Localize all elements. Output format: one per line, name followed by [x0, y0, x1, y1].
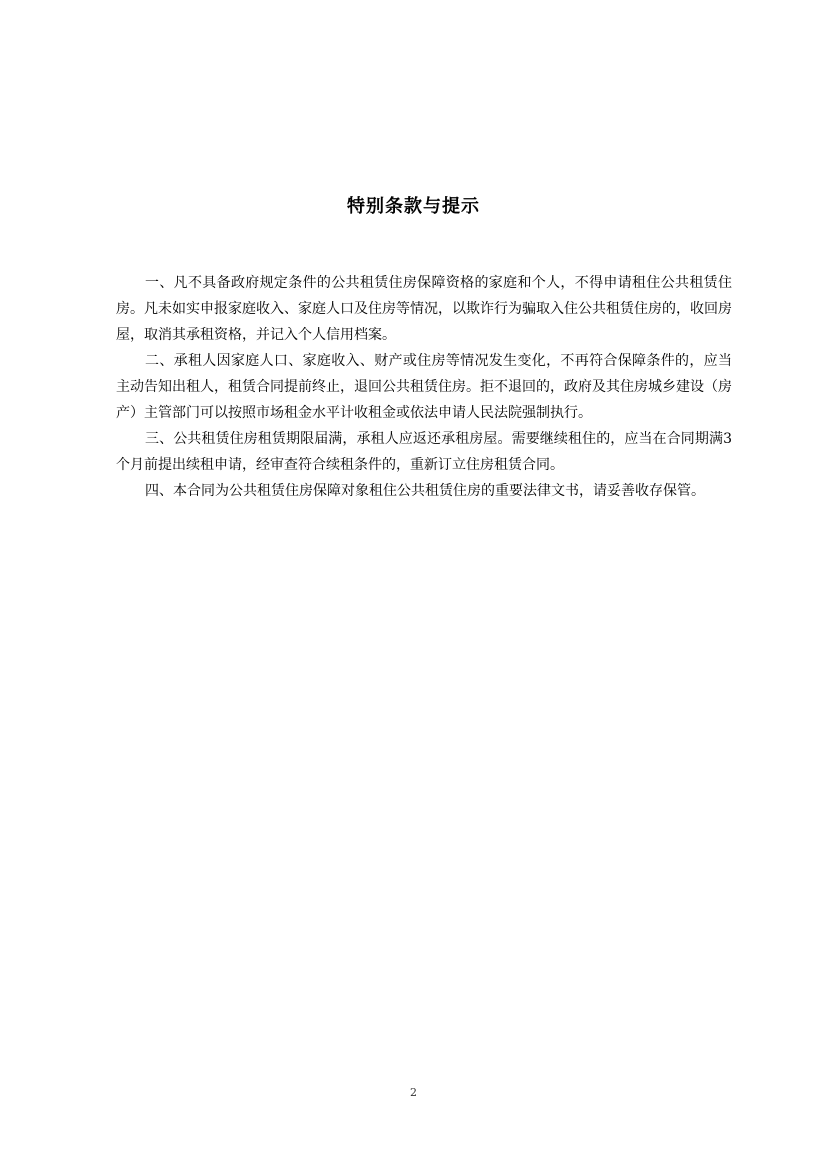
page-number: 2	[410, 1086, 417, 1099]
page-title: 特别条款与提示	[347, 196, 480, 217]
clause-3: 三、公共租赁住房租赁期限届满，承租人应返还承租房屋。需要继续租住的，应当在合同期满3个月前提出续租申请，经审查符合续租条件的，重新订立住房租赁合同。	[116, 431, 732, 473]
clause-2: 二、承租人因家庭人口、家庭收入、财产或住房等情况发生变化，不再符合保障条件的，应当主动告知出租人，租赁合同提前终止，退回公共租赁住房。拒不退回的，政府及其住房城乡建设（房产）主管部门可以按照市场租金水平计收租金或依法申请人民法院强制执行。	[116, 353, 732, 421]
clause-4: 四、本合同为公共租赁住房保障对象租住公共租赁住房的重要法律文书，请妥善收存保管。	[145, 483, 705, 499]
clause-1: 一、凡不具备政府规定条件的公共租赁住房保障资格的家庭和个人，不得申请租住公共租赁住房。凡未如实申报家庭收入、家庭人口及住房等情况，以欺诈行为骗取入住公共租赁住房的，收回房屋，取消其承租资格，并记入个人信用档案。	[116, 275, 732, 343]
clause-list	[116, 270, 732, 504]
